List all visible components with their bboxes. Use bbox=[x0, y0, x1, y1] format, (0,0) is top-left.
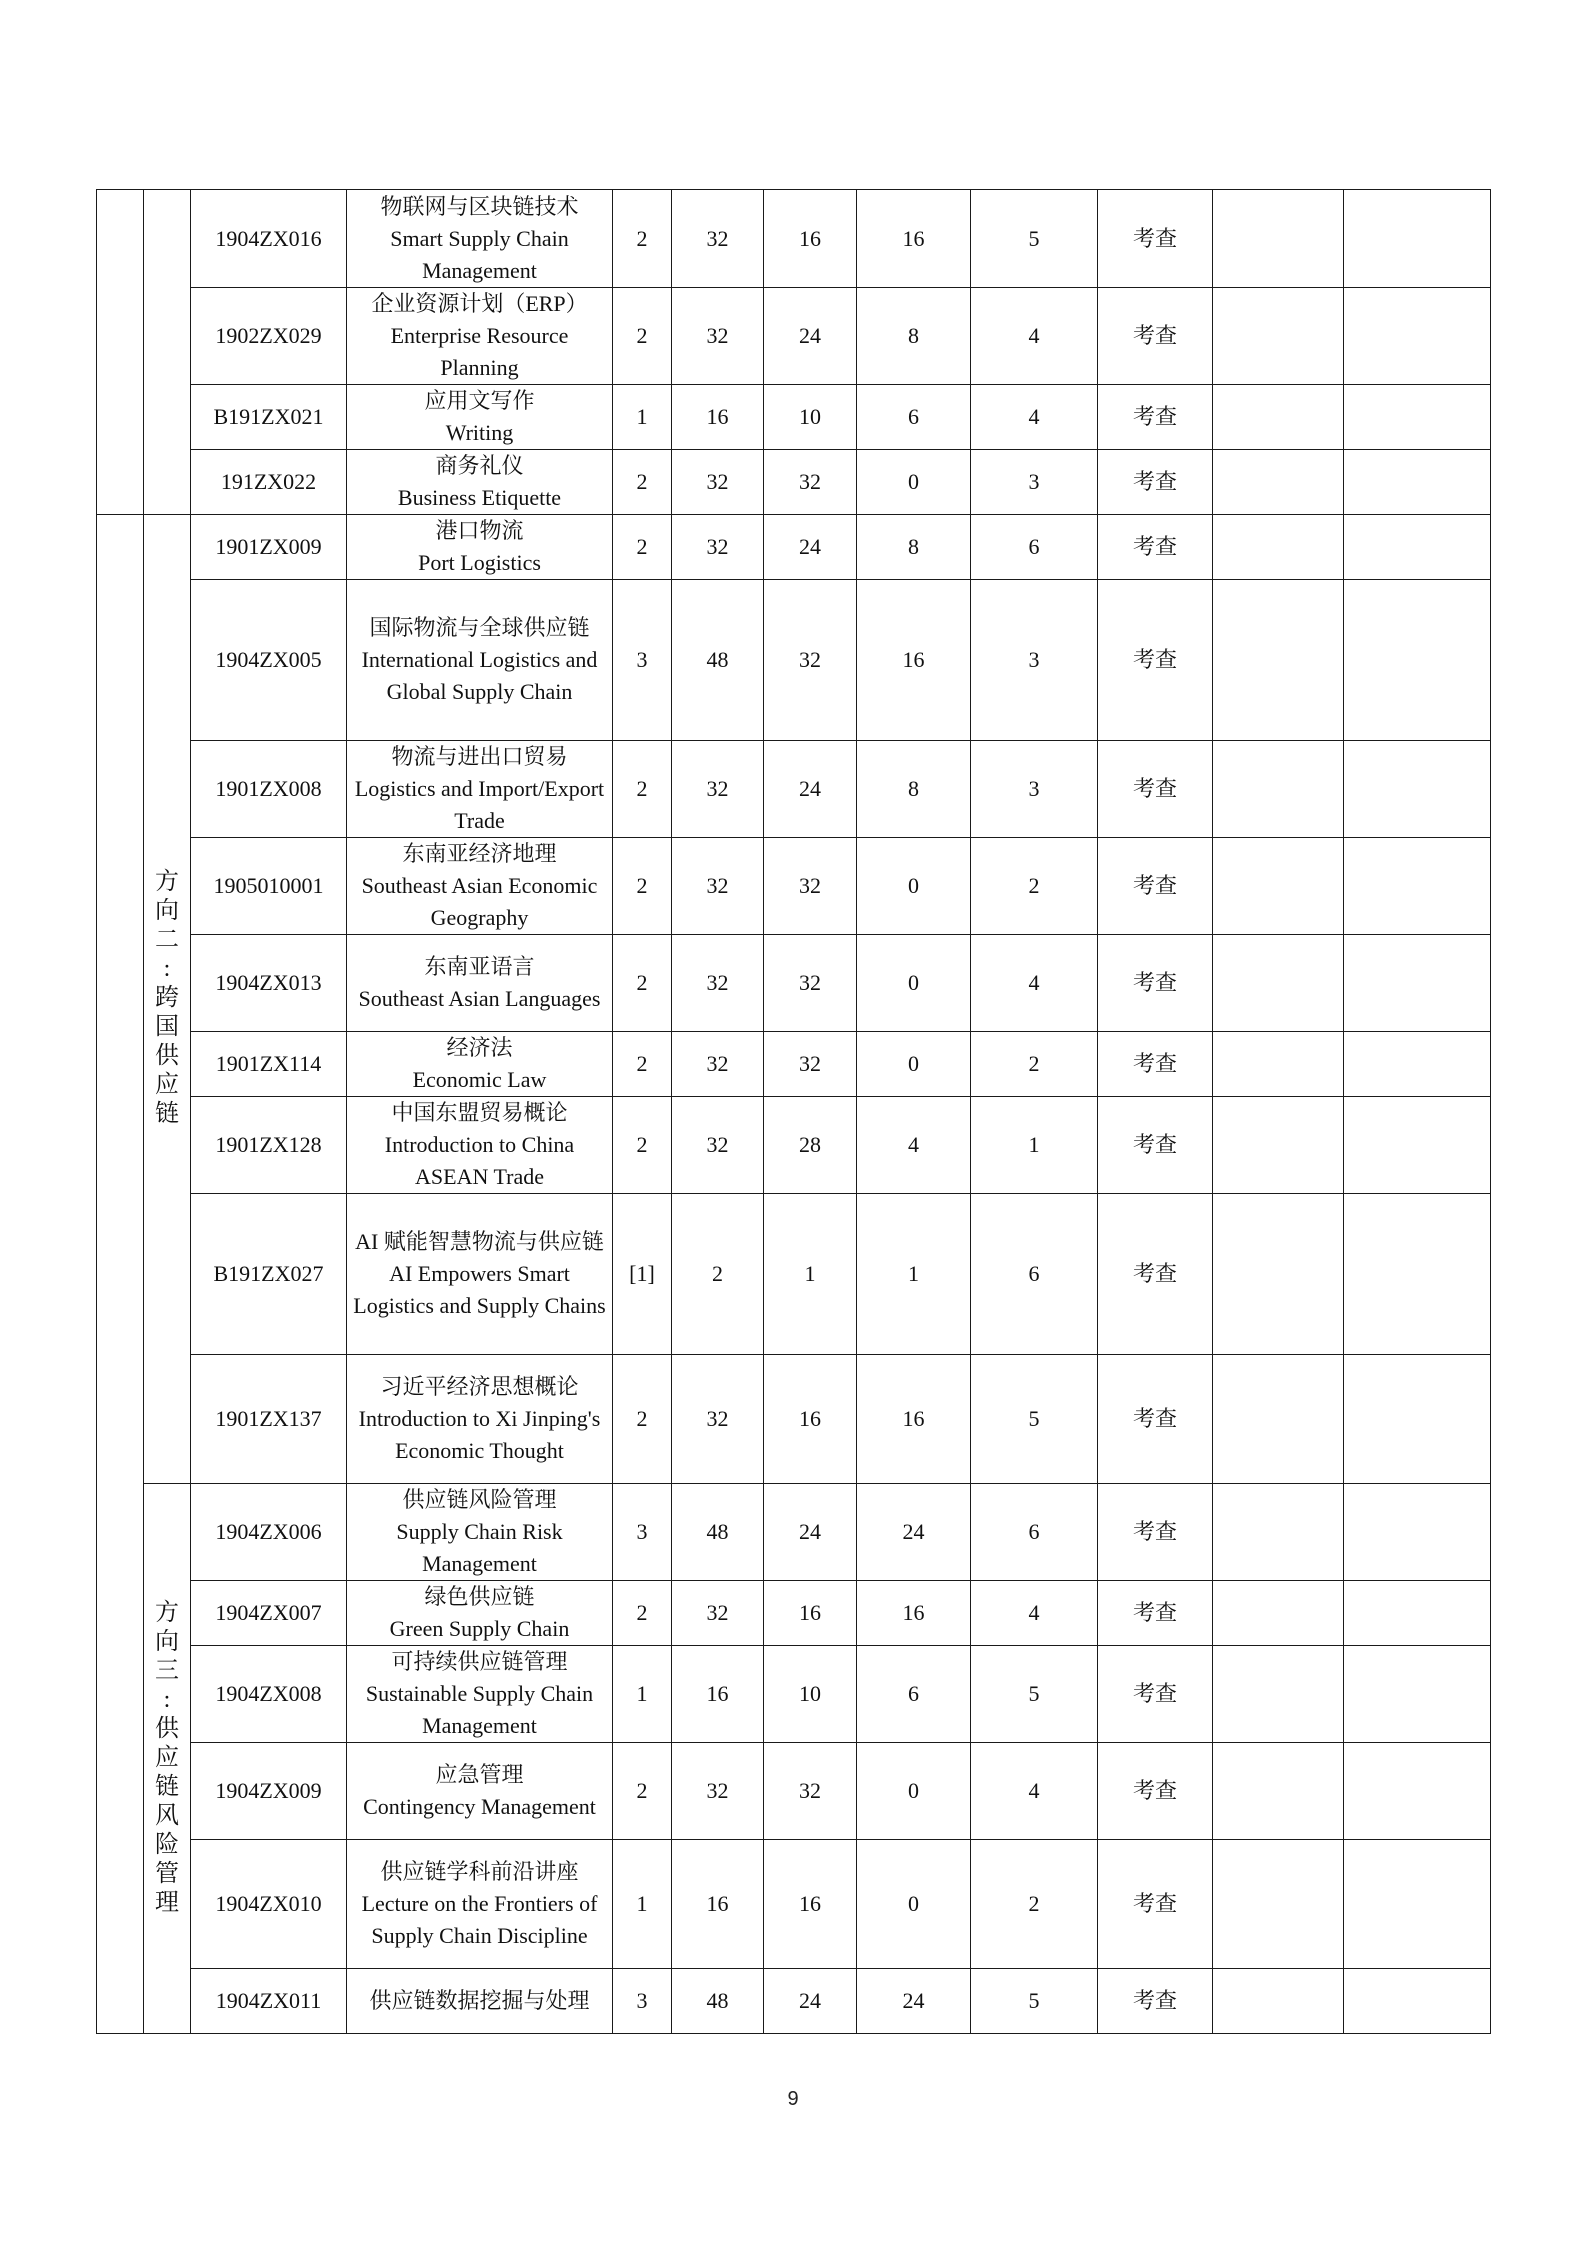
direction-label-char: 方 bbox=[155, 869, 179, 895]
empty-cell bbox=[1213, 1484, 1344, 1581]
direction-3-label bbox=[155, 1599, 179, 1918]
course-name-cn: 企业资源计划（ERP） bbox=[371, 291, 588, 316]
course-name-cell bbox=[347, 450, 613, 515]
course-code: 1905010001 bbox=[191, 838, 347, 935]
course-code: 1904ZX006 bbox=[191, 1484, 347, 1581]
course-name-en: Business Etiquette bbox=[397, 485, 562, 510]
course-practice-hours: 16 bbox=[857, 190, 971, 288]
course-credits: 2 bbox=[613, 190, 672, 288]
course-name-en: Economic Law bbox=[412, 1067, 547, 1092]
course-lecture-hours: 32 bbox=[764, 935, 857, 1032]
course-practice-hours: 0 bbox=[857, 1032, 971, 1097]
course-lecture-hours: 24 bbox=[764, 288, 857, 385]
course-code: 1901ZX008 bbox=[191, 741, 347, 838]
course-lecture-hours: 16 bbox=[764, 1355, 857, 1484]
table-row bbox=[97, 515, 1491, 580]
direction-cell-2 bbox=[144, 515, 191, 1484]
course-practice-hours: 8 bbox=[857, 515, 971, 580]
table-row bbox=[97, 935, 1491, 1032]
course-total-hours: 32 bbox=[672, 838, 764, 935]
course-lecture-hours: 1 bbox=[764, 1194, 857, 1355]
course-semester: 4 bbox=[971, 288, 1098, 385]
empty-cell bbox=[1213, 1743, 1344, 1840]
course-semester: 6 bbox=[971, 515, 1098, 580]
table-row bbox=[97, 450, 1491, 515]
course-name-cell bbox=[347, 935, 613, 1032]
empty-cell bbox=[1344, 580, 1491, 741]
table-row bbox=[97, 741, 1491, 838]
course-semester: 2 bbox=[971, 1032, 1098, 1097]
course-code: 1904ZX011 bbox=[191, 1969, 347, 2034]
course-name-cell bbox=[347, 1969, 613, 2034]
course-lecture-hours: 32 bbox=[764, 580, 857, 741]
table-row bbox=[97, 1355, 1491, 1484]
empty-cell bbox=[1213, 1032, 1344, 1097]
table-row bbox=[97, 1969, 1491, 2034]
course-total-hours: 16 bbox=[672, 385, 764, 450]
course-name-en: Southeast Asian Economic Geography bbox=[361, 873, 598, 930]
course-credits: 2 bbox=[613, 515, 672, 580]
empty-cell bbox=[1213, 838, 1344, 935]
course-name-cell bbox=[347, 1743, 613, 1840]
course-semester: 5 bbox=[971, 1969, 1098, 2034]
course-name-cn: 绿色供应链 bbox=[424, 1584, 535, 1609]
empty-cell bbox=[1344, 515, 1491, 580]
course-name-cell bbox=[347, 1032, 613, 1097]
empty-cell bbox=[1344, 1097, 1491, 1194]
empty-cell bbox=[1213, 515, 1344, 580]
course-code: 1904ZX005 bbox=[191, 580, 347, 741]
course-semester: 4 bbox=[971, 935, 1098, 1032]
category-cell bbox=[97, 515, 144, 2034]
course-practice-hours: 1 bbox=[857, 1194, 971, 1355]
direction-label-char: 风 bbox=[155, 1802, 179, 1829]
course-semester: 4 bbox=[971, 1743, 1098, 1840]
empty-cell bbox=[1213, 1646, 1344, 1743]
direction-label-char: 管 bbox=[155, 1860, 179, 1887]
course-credits: 2 bbox=[613, 741, 672, 838]
course-semester: 5 bbox=[971, 190, 1098, 288]
direction-label-char: : bbox=[163, 1686, 171, 1713]
direction-2-label bbox=[155, 868, 179, 1129]
course-practice-hours: 8 bbox=[857, 741, 971, 838]
empty-cell bbox=[1344, 1355, 1491, 1484]
direction-label-char: 应 bbox=[155, 1072, 179, 1098]
course-name-cn: 东南亚经济地理 bbox=[402, 841, 557, 866]
course-assessment: 考查 bbox=[1098, 1581, 1213, 1646]
course-total-hours: 32 bbox=[672, 1355, 764, 1484]
course-credits: 1 bbox=[613, 385, 672, 450]
course-code: 1904ZX013 bbox=[191, 935, 347, 1032]
page-number: 9 bbox=[787, 2088, 799, 2110]
course-total-hours: 32 bbox=[672, 515, 764, 580]
course-credits: 2 bbox=[613, 1097, 672, 1194]
direction-label-char: 险 bbox=[155, 1831, 179, 1858]
course-code: 1904ZX016 bbox=[191, 190, 347, 288]
course-name-cn: 物联网与区块链技术 bbox=[380, 193, 579, 219]
empty-cell bbox=[1213, 580, 1344, 741]
empty-cell bbox=[1344, 1969, 1491, 2034]
table-row bbox=[97, 1743, 1491, 1840]
course-semester: 2 bbox=[971, 838, 1098, 935]
course-practice-hours: 4 bbox=[857, 1097, 971, 1194]
table-row bbox=[97, 1840, 1491, 1969]
empty-cell bbox=[1213, 190, 1344, 288]
course-practice-hours: 6 bbox=[857, 1646, 971, 1743]
course-total-hours: 32 bbox=[672, 450, 764, 515]
course-credits: 2 bbox=[613, 450, 672, 515]
table-row bbox=[97, 1484, 1491, 1581]
course-name-cell bbox=[347, 190, 613, 288]
direction-label-char: 理 bbox=[155, 1889, 179, 1916]
course-code: B191ZX027 bbox=[191, 1194, 347, 1355]
course-credits: 2 bbox=[613, 1355, 672, 1484]
course-credits: 2 bbox=[613, 935, 672, 1032]
empty-cell bbox=[1344, 1581, 1491, 1646]
course-code: 1904ZX010 bbox=[191, 1840, 347, 1969]
course-total-hours: 32 bbox=[672, 1032, 764, 1097]
course-name-cn: 国际物流与全球供应链 bbox=[369, 615, 590, 640]
course-name-en: Writing bbox=[445, 420, 514, 445]
course-name-en: Port Logistics bbox=[418, 550, 541, 575]
course-code: 1904ZX009 bbox=[191, 1743, 347, 1840]
course-assessment: 考查 bbox=[1098, 1646, 1213, 1743]
empty-cell bbox=[1344, 741, 1491, 838]
course-name-cell bbox=[347, 288, 613, 385]
course-credits: 2 bbox=[613, 1743, 672, 1840]
course-lecture-hours: 32 bbox=[764, 450, 857, 515]
empty-cell bbox=[1213, 450, 1344, 515]
course-total-hours: 32 bbox=[672, 1097, 764, 1194]
course-name-cn: 商务礼仪 bbox=[435, 453, 524, 478]
course-credits: 2 bbox=[613, 838, 672, 935]
course-name-cell bbox=[347, 1355, 613, 1484]
course-name-cell bbox=[347, 741, 613, 838]
course-name-en: Contingency Management bbox=[363, 1794, 596, 1819]
table-row bbox=[97, 190, 1491, 288]
empty-cell bbox=[1344, 1646, 1491, 1743]
course-credits: 1 bbox=[613, 1646, 672, 1743]
direction-cell bbox=[144, 190, 191, 515]
course-assessment: 考查 bbox=[1098, 515, 1213, 580]
table-row bbox=[97, 1097, 1491, 1194]
course-lecture-hours: 16 bbox=[764, 1840, 857, 1969]
course-credits: 3 bbox=[613, 580, 672, 741]
table-row bbox=[97, 1194, 1491, 1355]
course-lecture-hours: 32 bbox=[764, 1032, 857, 1097]
course-name-cell bbox=[347, 1194, 613, 1355]
course-credits: 2 bbox=[613, 1032, 672, 1097]
course-name-en: AI Empowers Smart Logistics and Supply Chains bbox=[353, 1261, 606, 1318]
direction-label-char: 跨 bbox=[155, 985, 179, 1011]
course-name-cell bbox=[347, 580, 613, 741]
course-lecture-hours: 32 bbox=[764, 1743, 857, 1840]
direction-label-char: 二 bbox=[155, 927, 179, 953]
course-name-cell bbox=[347, 1646, 613, 1743]
course-assessment: 考查 bbox=[1098, 288, 1213, 385]
course-name-cell bbox=[347, 385, 613, 450]
empty-cell bbox=[1213, 1969, 1344, 2034]
direction-cell-3 bbox=[144, 1484, 191, 2034]
course-practice-hours: 8 bbox=[857, 288, 971, 385]
direction-label-char: 应 bbox=[155, 1744, 179, 1771]
empty-cell bbox=[1344, 1743, 1491, 1840]
course-practice-hours: 16 bbox=[857, 580, 971, 741]
empty-cell bbox=[1213, 1097, 1344, 1194]
course-semester: 5 bbox=[971, 1355, 1098, 1484]
course-practice-hours: 24 bbox=[857, 1969, 971, 2034]
course-name-cn: 中国东盟贸易概论 bbox=[391, 1100, 568, 1125]
course-name-en: Green Supply Chain bbox=[389, 1616, 570, 1641]
table-row bbox=[97, 385, 1491, 450]
course-code: 1904ZX008 bbox=[191, 1646, 347, 1743]
table-row bbox=[97, 1032, 1491, 1097]
course-assessment: 考查 bbox=[1098, 1484, 1213, 1581]
course-code: 1901ZX137 bbox=[191, 1355, 347, 1484]
table-row bbox=[97, 1581, 1491, 1646]
course-name-cn: 东南亚语言 bbox=[424, 954, 535, 979]
course-name-en: Lecture on the Frontiers of Supply Chain Discipline bbox=[361, 1891, 598, 1948]
empty-cell bbox=[1344, 935, 1491, 1032]
course-total-hours: 16 bbox=[672, 1840, 764, 1969]
table-row bbox=[97, 1646, 1491, 1743]
course-table bbox=[96, 189, 1491, 2034]
course-credits: 2 bbox=[613, 1581, 672, 1646]
course-total-hours: 2 bbox=[672, 1194, 764, 1355]
course-assessment: 考查 bbox=[1098, 1840, 1213, 1969]
course-lecture-hours: 24 bbox=[764, 1969, 857, 2034]
course-practice-hours: 16 bbox=[857, 1355, 971, 1484]
course-name-en: Logistics and Import/Export Trade bbox=[354, 776, 605, 833]
direction-label-char: 国 bbox=[155, 1014, 179, 1040]
course-total-hours: 32 bbox=[672, 1743, 764, 1840]
empty-cell bbox=[1213, 1194, 1344, 1355]
course-credits: 2 bbox=[613, 288, 672, 385]
course-code: 1904ZX007 bbox=[191, 1581, 347, 1646]
course-assessment: 考查 bbox=[1098, 1194, 1213, 1355]
course-name-cn: 习近平经济思想概论 bbox=[380, 1374, 579, 1399]
course-assessment: 考查 bbox=[1098, 935, 1213, 1032]
empty-cell bbox=[1344, 288, 1491, 385]
course-name-cell bbox=[347, 1581, 613, 1646]
course-total-hours: 32 bbox=[672, 190, 764, 288]
course-practice-hours: 0 bbox=[857, 838, 971, 935]
empty-cell bbox=[1213, 741, 1344, 838]
course-lecture-hours: 24 bbox=[764, 1484, 857, 1581]
course-name-cell bbox=[347, 1840, 613, 1969]
course-name-cn: 港口物流 bbox=[435, 518, 524, 543]
course-name-en: Supply Chain Risk Management bbox=[396, 1519, 563, 1576]
direction-label-char: 链 bbox=[155, 1101, 179, 1127]
course-name-cell bbox=[347, 1484, 613, 1581]
course-semester: 6 bbox=[971, 1484, 1098, 1581]
course-assessment: 考查 bbox=[1098, 838, 1213, 935]
direction-label-char: 供 bbox=[155, 1715, 179, 1742]
empty-cell bbox=[1344, 190, 1491, 288]
course-name-cn: 供应链风险管理 bbox=[402, 1487, 557, 1512]
course-assessment: 考查 bbox=[1098, 1032, 1213, 1097]
course-name-en: Introduction to China ASEAN Trade bbox=[384, 1132, 575, 1189]
course-assessment: 考查 bbox=[1098, 450, 1213, 515]
table-row bbox=[97, 288, 1491, 385]
course-assessment: 考查 bbox=[1098, 1969, 1213, 2034]
empty-cell bbox=[1344, 1840, 1491, 1969]
course-total-hours: 32 bbox=[672, 288, 764, 385]
course-semester: 3 bbox=[971, 741, 1098, 838]
course-code: 1902ZX029 bbox=[191, 288, 347, 385]
course-semester: 5 bbox=[971, 1646, 1098, 1743]
course-semester: 1 bbox=[971, 1097, 1098, 1194]
course-code: 191ZX022 bbox=[191, 450, 347, 515]
course-semester: 4 bbox=[971, 385, 1098, 450]
course-assessment: 考查 bbox=[1098, 580, 1213, 741]
course-practice-hours: 16 bbox=[857, 1581, 971, 1646]
empty-cell bbox=[1213, 1581, 1344, 1646]
direction-label-char: 供 bbox=[155, 1043, 179, 1069]
course-practice-hours: 24 bbox=[857, 1484, 971, 1581]
course-practice-hours: 0 bbox=[857, 935, 971, 1032]
course-name-cn: 可持续供应链管理 bbox=[391, 1649, 568, 1674]
empty-cell bbox=[1344, 838, 1491, 935]
course-semester: 4 bbox=[971, 1581, 1098, 1646]
course-lecture-hours: 28 bbox=[764, 1097, 857, 1194]
empty-cell bbox=[1344, 385, 1491, 450]
empty-cell bbox=[1344, 450, 1491, 515]
direction-label-char: : bbox=[163, 956, 171, 982]
course-credits: 1 bbox=[613, 1840, 672, 1969]
course-name-cell bbox=[347, 1097, 613, 1194]
course-credits: 3 bbox=[613, 1484, 672, 1581]
empty-cell bbox=[1344, 1484, 1491, 1581]
course-assessment: 考查 bbox=[1098, 385, 1213, 450]
direction-label-char: 方 bbox=[155, 1599, 179, 1626]
course-code: 1901ZX128 bbox=[191, 1097, 347, 1194]
direction-label-char: 链 bbox=[155, 1773, 179, 1800]
course-name-en: Southeast Asian Languages bbox=[358, 986, 601, 1011]
course-semester: 2 bbox=[971, 1840, 1098, 1969]
course-total-hours: 32 bbox=[672, 935, 764, 1032]
category-cell bbox=[97, 190, 144, 515]
course-credits: [1] bbox=[613, 1194, 672, 1355]
course-assessment: 考查 bbox=[1098, 190, 1213, 288]
course-name-cn: 应急管理 bbox=[435, 1762, 524, 1787]
course-name-en: Introduction to Xi Jinping's Economic Thought bbox=[358, 1406, 601, 1463]
course-total-hours: 48 bbox=[672, 580, 764, 741]
course-semester: 3 bbox=[971, 450, 1098, 515]
empty-cell bbox=[1213, 1840, 1344, 1969]
table-row bbox=[97, 838, 1491, 935]
empty-cell bbox=[1213, 935, 1344, 1032]
course-name-cn: 供应链数据挖掘与处理 bbox=[369, 1988, 590, 2013]
course-code: B191ZX021 bbox=[191, 385, 347, 450]
course-total-hours: 16 bbox=[672, 1646, 764, 1743]
course-lecture-hours: 10 bbox=[764, 1646, 857, 1743]
course-lecture-hours: 24 bbox=[764, 515, 857, 580]
course-practice-hours: 6 bbox=[857, 385, 971, 450]
course-lecture-hours: 24 bbox=[764, 741, 857, 838]
course-lecture-hours: 16 bbox=[764, 190, 857, 288]
course-name-en: Smart Supply Chain Management bbox=[390, 225, 569, 283]
course-name-cn: 供应链学科前沿讲座 bbox=[380, 1859, 579, 1884]
empty-cell bbox=[1213, 385, 1344, 450]
course-total-hours: 32 bbox=[672, 741, 764, 838]
empty-cell bbox=[1344, 1194, 1491, 1355]
course-practice-hours: 0 bbox=[857, 450, 971, 515]
direction-label-char: 向 bbox=[155, 1628, 179, 1655]
course-name-cn: 应用文写作 bbox=[424, 388, 535, 413]
course-practice-hours: 0 bbox=[857, 1743, 971, 1840]
empty-cell bbox=[1213, 288, 1344, 385]
course-table-body bbox=[97, 190, 1491, 2034]
course-name-cell bbox=[347, 515, 613, 580]
course-semester: 3 bbox=[971, 580, 1098, 741]
course-semester: 6 bbox=[971, 1194, 1098, 1355]
course-name-en: International Logistics and Global Supply Chain bbox=[361, 647, 598, 704]
course-assessment: 考查 bbox=[1098, 1097, 1213, 1194]
course-total-hours: 48 bbox=[672, 1969, 764, 2034]
course-lecture-hours: 10 bbox=[764, 385, 857, 450]
course-credits: 3 bbox=[613, 1969, 672, 2034]
course-lecture-hours: 32 bbox=[764, 838, 857, 935]
direction-label-char: 向 bbox=[155, 898, 179, 924]
course-assessment: 考查 bbox=[1098, 1743, 1213, 1840]
course-name-cell bbox=[347, 838, 613, 935]
course-code: 1901ZX009 bbox=[191, 515, 347, 580]
course-total-hours: 48 bbox=[672, 1484, 764, 1581]
course-lecture-hours: 16 bbox=[764, 1581, 857, 1646]
empty-cell bbox=[1213, 1355, 1344, 1484]
table-row bbox=[97, 580, 1491, 741]
course-name-en: Sustainable Supply Chain Management bbox=[365, 1681, 594, 1738]
course-name-cn: AI 赋能智慧物流与供应链 bbox=[355, 1229, 604, 1254]
empty-cell bbox=[1344, 1032, 1491, 1097]
course-code: 1901ZX114 bbox=[191, 1032, 347, 1097]
course-name-cn: 经济法 bbox=[446, 1035, 513, 1060]
course-total-hours: 32 bbox=[672, 1581, 764, 1646]
course-name-en: Enterprise Resource Planning bbox=[390, 323, 569, 380]
course-name-cn: 物流与进出口贸易 bbox=[391, 744, 568, 769]
course-assessment: 考查 bbox=[1098, 1355, 1213, 1484]
course-assessment: 考查 bbox=[1098, 741, 1213, 838]
direction-label-char: 三 bbox=[155, 1657, 179, 1684]
course-practice-hours: 0 bbox=[857, 1840, 971, 1969]
